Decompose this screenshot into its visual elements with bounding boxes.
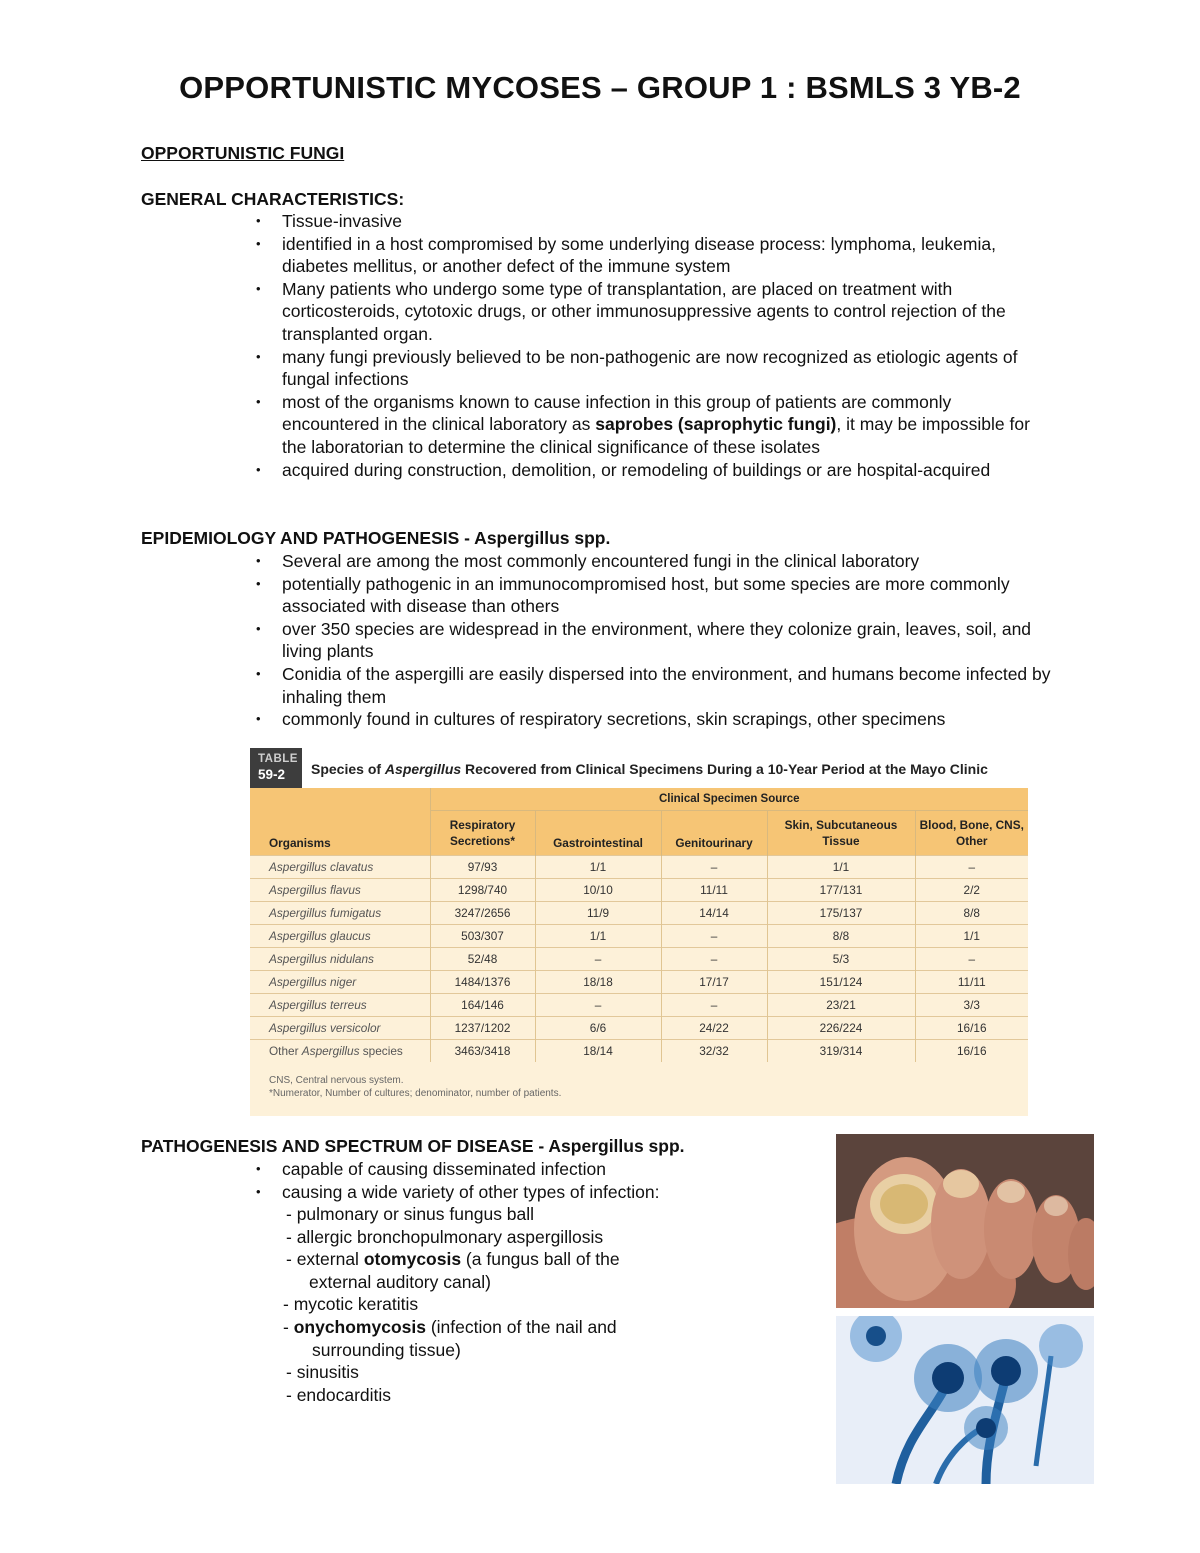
count-cell: 17/17 [661,971,767,994]
list-item: - external otomycosis (a fungus ball of the [286,1249,620,1270]
organism-cell: Aspergillus fumigatus [250,902,430,925]
list-item: • many fungi previously believed to be non-pathogenic are now recognized as etiologic agents of fungal infections [0,346,1052,391]
list-item: • acquired during construction, demolition, or remodeling of buildings or are hospital-acquired [0,459,1052,482]
count-cell: 319/314 [767,1040,915,1063]
organism-cell: Aspergillus nidulans [250,948,430,971]
count-cell: 14/14 [661,902,767,925]
count-cell: 11/9 [535,902,661,925]
list-item: • over 350 species are widespread in the environment, where they colonize grain, leaves, soil, and living plants [0,618,1052,663]
count-cell: – [915,856,1028,879]
count-cell: 3/3 [915,994,1028,1017]
count-cell: 3247/2656 [430,902,535,925]
group-header: Clinical Specimen Source [430,788,1028,811]
list-item: • Several are among the most commonly encountered fungi in the clinical laboratory [0,550,1052,573]
column-header: Gastrointestinal [535,811,661,856]
count-cell: 226/224 [767,1017,915,1040]
count-cell: 24/22 [661,1017,767,1040]
saprobes-term: saprobes (saprophytic fungi) [595,414,837,435]
column-header: Respiratory Secretions* [430,811,535,856]
list-item-continuation: external auditory canal) [309,1271,491,1292]
table-row [250,902,1028,925]
column-header: Organisms [250,811,430,856]
organism-cell: Aspergillus versicolor [250,1017,430,1040]
count-cell: 23/21 [767,994,915,1017]
general-characteristics-heading: GENERAL CHARACTERISTICS: [141,189,405,209]
count-cell: 8/8 [915,902,1028,925]
specimen-table [250,788,1028,1062]
count-cell: – [661,925,767,948]
organism-label-suffix: species [359,1044,403,1058]
aspergillus-species-table-figure [250,748,1028,1116]
list-item-continuation: surrounding tissue) [312,1339,461,1360]
organism-cell: Aspergillus niger [250,971,430,994]
list-item: • commonly found in cultures of respiratory secretions, skin scrapings, other specimens [0,708,1052,731]
count-cell: – [535,994,661,1017]
organism-cell [250,1040,430,1063]
count-cell: 16/16 [915,1040,1028,1063]
section-heading: OPPORTUNISTIC FUNGI [141,143,345,163]
column-header: Skin, Subcutaneous Tissue [767,811,915,856]
count-cell: 16/16 [915,1017,1028,1040]
infection-types-list [283,1203,620,1406]
list-item: • identified in a host compromised by some underlying disease process: lymphoma, leukemia, diabetes mellitus, or another defect of the immune system [0,233,1052,278]
count-cell: – [661,856,767,879]
count-cell: 1484/1376 [430,971,535,994]
table-caption: Species of Aspergillus Recovered from Clinical Specimens During a 10-Year Period at the Mayo Clinic [311,761,988,777]
list-item: - onychomycosis (infection of the nail and [283,1316,617,1337]
epidemiology-list [0,550,1052,731]
list-item: - pulmonary or sinus fungus ball [286,1204,535,1224]
organism-cell: Aspergillus terreus [250,994,430,1017]
count-cell: – [661,948,767,971]
list-item: - allergic bronchopulmonary aspergillosis [286,1226,604,1247]
organism-cell: Aspergillus glaucus [250,925,430,948]
aspergillus-micrograph-photo [836,1316,1094,1484]
count-cell: 18/18 [535,971,661,994]
count-cell: – [535,948,661,971]
count-cell: 11/11 [661,879,767,902]
table-footnotes: CNS, Central nervous system. *Numerator, Number of cultures; denominator, number of patients. [269,1075,562,1099]
table-row [250,994,1028,1017]
organism-label-prefix: Other [269,1044,302,1058]
organism-cell: Aspergillus clavatus [250,856,430,879]
count-cell: – [915,948,1028,971]
pathogenesis-heading: PATHOGENESIS AND SPECTRUM OF DISEASE - Aspergillus spp. [141,1136,685,1156]
table-row [250,879,1028,902]
table-row [250,856,1028,879]
count-cell: 32/32 [661,1040,767,1063]
count-cell: 164/146 [430,994,535,1017]
epidemiology-heading: EPIDEMIOLOGY AND PATHOGENESIS - Aspergillus spp. [141,528,611,548]
count-cell: 1/1 [535,925,661,948]
list-item: - sinusitis [286,1362,359,1383]
count-cell: 1/1 [915,925,1028,948]
organism-label-genus: Aspergillus [301,1044,360,1058]
table-row [250,925,1028,948]
count-cell: 3463/3418 [430,1040,535,1063]
general-characteristics-list [0,210,1052,481]
count-cell: 1237/1202 [430,1017,535,1040]
list-item: • Many patients who undergo some type of transplantation, are placed on treatment with corticosteroids, cytotoxic drugs, or other immunosuppressive agents to control rejection of the transplanted organ. [0,278,1052,346]
column-header: Genitourinary [661,811,767,856]
count-cell: 1/1 [767,856,915,879]
count-cell: 2/2 [915,879,1028,902]
list-item: • Conidia of the aspergilli are easily dispersed into the environment, and humans become infected by inhaling them [0,663,1052,708]
list-item: • causing a wide variety of other types of infection: [0,1181,802,1204]
pathogenesis-list [0,1158,802,1203]
list-item: • most of the organisms known to cause infection in this group of patients are commonly encountered in the clinical laboratory as saprobes (saprophytic fungi), it may be impossible for the laboratorian to determine the clinical significance of these isolates [0,391,1052,459]
count-cell: 11/11 [915,971,1028,994]
list-item: • capable of causing disseminated infection [0,1158,802,1181]
count-cell: 1298/740 [430,879,535,902]
table-header-bar [250,748,1028,788]
count-cell: 52/48 [430,948,535,971]
list-item: • potentially pathogenic in an immunocompromised host, but some species are more commonly associated with disease than others [0,573,1052,618]
count-cell: 18/14 [535,1040,661,1063]
count-cell: 8/8 [767,925,915,948]
count-cell: – [661,994,767,1017]
count-cell: 151/124 [767,971,915,994]
list-item: - endocarditis [286,1384,392,1405]
count-cell: 503/307 [430,925,535,948]
count-cell: 97/93 [430,856,535,879]
count-cell: 5/3 [767,948,915,971]
list-item: • Tissue-invasive [0,210,1052,233]
table-number-tag: TABLE 59-2 [250,748,302,788]
count-cell: 10/10 [535,879,661,902]
table-row [250,1040,1028,1063]
table-row [250,971,1028,994]
table-row [250,948,1028,971]
table-row [250,1017,1028,1040]
count-cell: 177/131 [767,879,915,902]
count-cell: 175/137 [767,902,915,925]
count-cell: 1/1 [535,856,661,879]
list-item: - mycotic keratitis [283,1294,419,1315]
column-header: Blood, Bone, CNS, Other [915,811,1028,856]
count-cell: 6/6 [535,1017,661,1040]
onychomycosis-term: onychomycosis [293,1316,426,1337]
onychomycosis-toenail-photo [836,1134,1094,1308]
otomycosis-term: otomycosis [363,1249,462,1270]
organism-cell: Aspergillus flavus [250,879,430,902]
page-title: OPPORTUNISTIC MYCOSES – GROUP 1 : BSMLS 3 YB-2 [179,70,1021,105]
